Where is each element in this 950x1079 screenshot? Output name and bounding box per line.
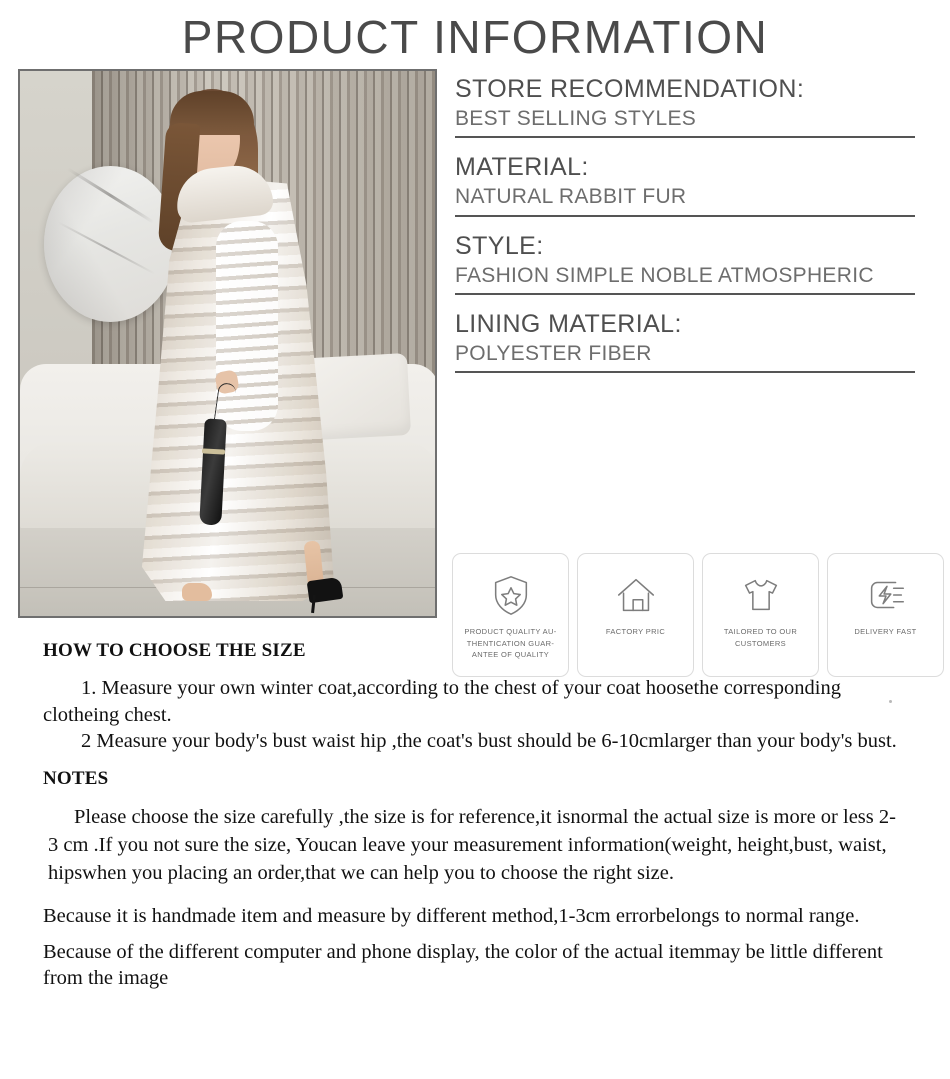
size-guide-heading: HOW TO CHOOSE THE SIZE <box>43 640 306 661</box>
badge-label: PRODUCT QUALITY AU-THENTICATION GUAR-ANTEE OF QUALITY <box>464 627 557 660</box>
photo-marble-disc <box>44 166 177 322</box>
badge-label: TAILORED TO OUR CUSTOMERS <box>723 627 798 648</box>
shield-star-icon <box>485 570 537 620</box>
product-photo <box>18 69 437 618</box>
size-guide-step-1: 1. Measure your own winter coat,according to the chest of your coat hoosethe corresponding clotheing chest. <box>43 677 841 726</box>
photo-model-foot <box>182 583 212 601</box>
spec-value: BEST SELLING STYLES <box>455 105 915 138</box>
spec-label: LINING MATERIAL: <box>455 309 682 338</box>
spec-row-store-recommendation <box>455 74 915 138</box>
information-text-block <box>0 640 950 992</box>
spec-row-material <box>455 152 915 216</box>
spec-value: NATURAL RABBIT FUR <box>455 183 915 216</box>
badge-label: DELIVERY FAST <box>854 627 917 636</box>
tshirt-icon <box>735 570 787 620</box>
spec-row-style <box>455 231 915 295</box>
notes-paragraph-2: Because it is handmade item and measure by different method,1-3cm errorbelongs to normal range. <box>43 905 860 928</box>
spacer <box>0 887 950 903</box>
spacer <box>0 930 950 939</box>
specification-list <box>455 74 915 387</box>
product-photo-scene <box>20 71 435 616</box>
notes-heading: NOTES <box>43 767 109 789</box>
spec-row-lining-material <box>455 309 915 373</box>
spec-label: STORE RECOMMENDATION: <box>455 75 805 103</box>
spec-label: MATERIAL: <box>455 153 589 182</box>
notes-paragraph-3: Because of the different computer and phone display, the color of the actual itemmay be little different from the image <box>43 940 883 990</box>
spec-value: FASHION SIMPLE NOBLE ATMOSPHERIC <box>455 262 915 295</box>
notes-body: Please choose the size carefully ,the size is for reference,it isnormal the actual size is more or less 2-3 cm .If you not sure the size, Youcan leave your measurement information(weight, height,bust, waist, hipswhen you placing an order,that we can help you to choose the right size. <box>48 805 896 885</box>
spec-label: STYLE: <box>455 231 544 260</box>
spacer <box>0 755 950 768</box>
badge-label: FACTORY PRIC <box>605 627 666 636</box>
spacer <box>0 794 950 803</box>
house-icon <box>610 570 662 620</box>
fast-delivery-icon <box>860 570 912 620</box>
page-title: PRODUCT INFORMATION <box>181 11 769 63</box>
size-guide-step-2: 2 Measure your body's bust waist hip ,the coat's bust should be 6-10cmlarger than your body's bust. <box>81 730 897 753</box>
spec-value: POLYESTER FIBER <box>455 340 915 373</box>
spacer <box>0 666 950 675</box>
